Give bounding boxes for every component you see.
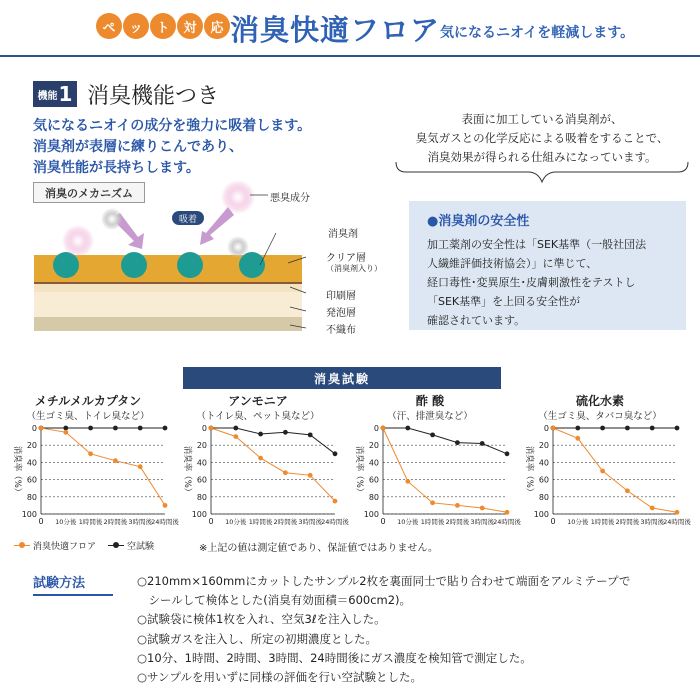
chart-title: メチルメルカプタン <box>34 394 142 408</box>
data-point <box>575 426 580 431</box>
y-tick-label: 20 <box>196 441 207 451</box>
x-tick-label: 24時間後 <box>151 518 179 526</box>
method-text <box>137 572 687 687</box>
data-point <box>88 426 93 431</box>
data-point <box>258 456 263 461</box>
badge-char: 応 <box>204 13 230 39</box>
deodorant-ball <box>177 252 203 278</box>
pet-support-badge <box>96 13 231 39</box>
page-title: 消臭快適フロア <box>230 13 441 47</box>
data-point <box>381 426 386 431</box>
lead-line: 消臭性能が長持ちします。 <box>33 160 200 176</box>
data-point <box>600 426 605 431</box>
legend-label: 消臭快適フロア <box>33 542 97 552</box>
data-point <box>430 432 435 437</box>
data-point <box>63 426 68 431</box>
data-point <box>163 503 168 508</box>
chart-subtitle: （トイレ臭、ペット臭など） <box>196 411 320 422</box>
data-point <box>430 500 435 505</box>
x-tick-label: 3時間後 <box>470 518 495 526</box>
data-point <box>113 426 118 431</box>
y-tick-label: 60 <box>368 475 379 485</box>
data-point <box>233 434 238 439</box>
data-point <box>283 470 288 475</box>
data-point <box>480 441 485 446</box>
header-divider <box>0 55 700 57</box>
label-clear-note: （消臭剤入り） <box>326 264 382 273</box>
data-point <box>455 503 460 508</box>
bottom-brace <box>396 162 688 182</box>
x-tick-label: 2時間後 <box>103 518 128 526</box>
series-line <box>553 428 677 512</box>
lead-line: 気になるニオイの成分を強力に吸着します。 <box>33 118 312 134</box>
y-tick-label: 80 <box>538 492 549 502</box>
y-tick-label: 40 <box>196 458 207 468</box>
data-point <box>63 430 68 435</box>
y-tick-label: 20 <box>26 441 37 451</box>
y-tick-label: 100 <box>21 510 37 519</box>
x-tick-label: 0 <box>550 517 556 526</box>
x-tick-label: 0 <box>380 517 386 526</box>
badge-char: ペ <box>96 13 122 39</box>
data-point <box>308 473 313 478</box>
x-tick-label: 10分後 <box>225 518 247 526</box>
data-point <box>405 479 410 484</box>
data-point <box>625 426 630 431</box>
note-line: 臭気ガスとの化学反応による吸着をすることで、 <box>415 131 669 145</box>
data-point <box>551 426 556 431</box>
y-tick-label: 80 <box>196 492 207 502</box>
data-point <box>308 432 313 437</box>
safety-line: 経口毒性･変異原生･皮膚刺激性をテストし <box>427 276 636 289</box>
chart-ammonia <box>173 392 349 532</box>
x-tick-label: 3時間後 <box>128 518 153 526</box>
data-point <box>138 464 143 469</box>
data-point <box>405 426 410 431</box>
adsorb-text: 吸着 <box>178 215 198 225</box>
x-tick-label: 3時間後 <box>640 518 665 526</box>
y-tick-label: 60 <box>196 475 207 485</box>
feature-badge-prefix: 機能 <box>37 90 58 102</box>
x-tick-label: 2時間後 <box>615 518 640 526</box>
chart-subtitle: （汗、排泄臭など） <box>387 411 473 422</box>
page-subtitle: 気になるニオイを軽減します。 <box>440 25 635 41</box>
print-line <box>34 282 302 284</box>
legend-item-product <box>14 539 96 552</box>
data-point <box>650 506 655 511</box>
y-tick-label: 100 <box>363 510 379 519</box>
nonwoven-layer <box>34 317 302 331</box>
feature-badge-number: 1 <box>58 82 73 106</box>
safety-line: 人繊維評価技術協会）」に準じて、 <box>427 257 598 270</box>
odor-spark <box>101 208 123 230</box>
y-tick-label: 0 <box>373 424 379 433</box>
data-point <box>600 469 605 474</box>
data-point <box>138 426 143 431</box>
note-line: 消臭効果が得られる仕組みになっています。 <box>427 150 657 164</box>
badge-char: 対 <box>177 13 203 39</box>
label-deodorant: 消臭剤 <box>328 229 358 240</box>
x-tick-label: 2時間後 <box>273 518 298 526</box>
test-banner: 消臭試験 <box>183 367 501 389</box>
brace-svg <box>392 98 692 188</box>
x-tick-label: 1時間後 <box>420 518 445 526</box>
header <box>0 0 700 60</box>
feature-title: 消臭機能つき <box>87 84 220 109</box>
y-tick-label: 0 <box>31 424 37 433</box>
data-point <box>455 440 460 445</box>
label-clear: クリア層 <box>326 253 366 264</box>
safety-line: 「SEK基準」を上回る安全性が <box>427 295 581 308</box>
series-line <box>41 428 165 505</box>
x-tick-label: 10分後 <box>567 518 589 526</box>
data-point <box>113 458 118 463</box>
series-line <box>211 428 335 501</box>
badge-char: ト <box>150 13 176 39</box>
x-tick-label: 10分後 <box>55 518 77 526</box>
data-point <box>333 499 338 504</box>
y-axis-label: 消臭率（%） <box>182 445 192 497</box>
y-tick-label: 40 <box>26 458 37 468</box>
data-point <box>480 506 485 511</box>
x-tick-label: 0 <box>38 517 44 526</box>
x-tick-label: 1時間後 <box>248 518 273 526</box>
y-axis-label: 消臭率（%） <box>354 445 364 497</box>
chart-acetic-acid <box>345 392 521 532</box>
method-label: 試験方法 <box>33 572 113 596</box>
adsorb-arrow <box>200 207 234 245</box>
method-line: ○試験袋に検体1枚を入れ、空気3ℓを注入した。 <box>137 612 386 627</box>
y-tick-label: 20 <box>368 441 379 451</box>
data-point <box>675 426 680 431</box>
y-tick-label: 60 <box>26 475 37 485</box>
data-point <box>209 426 214 431</box>
y-tick-label: 60 <box>538 475 549 485</box>
chart-svg <box>173 420 349 532</box>
chart-legend <box>14 539 166 552</box>
x-tick-label: 10分後 <box>397 518 419 526</box>
deodorant-ball <box>121 252 147 278</box>
odor-spark <box>221 180 255 214</box>
method-line: ○10分、1時間、2時間、3時間、24時間後にガス濃度を検知管で測定した。 <box>137 650 532 665</box>
data-point <box>163 426 168 431</box>
series-line <box>383 428 507 454</box>
y-tick-label: 40 <box>538 458 549 468</box>
y-tick-label: 100 <box>191 510 207 519</box>
x-tick-label: 24時間後 <box>493 518 521 526</box>
method-line: ○210mm×160mmにカットしたサンプル2枚を裏面同士で貼り合わせて端面をアルミテープで <box>137 574 631 588</box>
method-line: シールして検体とした(消臭有効面積＝600cm2)。 <box>137 593 412 608</box>
chart-title: 硫化水素 <box>575 394 624 408</box>
chart-methyl-mercaptan <box>3 392 179 532</box>
data-point <box>39 426 44 431</box>
legend-swatch <box>14 545 30 546</box>
chart-hydrogen-sulfide <box>515 392 691 532</box>
data-point <box>283 430 288 435</box>
data-point <box>258 432 263 437</box>
note-line: 表面に加工している消臭剤が、 <box>461 112 623 126</box>
data-point <box>675 510 680 515</box>
x-tick-label: 3時間後 <box>298 518 323 526</box>
data-point <box>505 510 510 515</box>
data-point <box>233 426 238 431</box>
method-line: ○サンプルを用いずに同様の評価を行い空試験とした。 <box>137 670 422 685</box>
safety-title: ●消臭剤の安全性 <box>427 214 530 229</box>
y-tick-label: 0 <box>543 424 549 433</box>
series-line <box>383 428 507 512</box>
y-axis-label: 消臭率（%） <box>524 445 534 497</box>
data-point <box>575 436 580 441</box>
chart-svg <box>3 420 179 532</box>
legend-label: 空試験 <box>127 542 155 552</box>
legend-item-blank <box>108 539 154 552</box>
chart-subtitle: （生ゴミ臭、トイレ臭など） <box>26 411 150 422</box>
data-point <box>650 426 655 431</box>
y-tick-label: 40 <box>368 458 379 468</box>
lead-line: 消臭剤が表層に練りこんであり、 <box>33 139 243 155</box>
feature-lead <box>33 116 363 179</box>
chart-title: 酢 酸 <box>415 394 445 408</box>
chart-subtitle: （生ゴミ臭、タバコ臭など） <box>538 411 662 422</box>
odor-spark <box>227 236 249 258</box>
label-foam: 発泡層 <box>326 308 356 319</box>
chart-svg <box>345 420 521 532</box>
label-odor: 悪臭成分 <box>270 193 310 204</box>
data-point <box>505 451 510 456</box>
mechanism-label: 消臭のメカニズム <box>33 182 145 203</box>
y-tick-label: 20 <box>538 441 549 451</box>
method-line: ○試験ガスを注入し、所定の初期濃度とした。 <box>137 631 378 646</box>
mechanism-note <box>392 98 692 188</box>
safety-line: 加工薬剤の安全性は「SEK基準（一般社団法 <box>427 238 647 251</box>
label-nonwoven: 不織布 <box>326 325 356 336</box>
safety-box <box>409 201 686 330</box>
y-axis-label: 消臭率（%） <box>12 445 22 497</box>
series-line <box>211 428 335 454</box>
y-tick-label: 100 <box>533 510 549 519</box>
x-tick-label: 24時間後 <box>321 518 349 526</box>
disclaimer: ※上記の値は測定値であり、保証値ではありません。 <box>199 543 438 554</box>
y-tick-label: 0 <box>201 424 207 433</box>
feature-badge <box>33 81 77 107</box>
x-tick-label: 2時間後 <box>445 518 470 526</box>
legend-swatch <box>108 545 124 546</box>
y-tick-label: 80 <box>26 492 37 502</box>
chart-svg <box>515 420 691 532</box>
x-tick-label: 0 <box>208 517 214 526</box>
foam-layer <box>34 292 302 317</box>
chart-title: アンモニア <box>228 394 288 408</box>
data-point <box>333 451 338 456</box>
data-point <box>625 488 630 493</box>
safety-body <box>427 235 668 330</box>
x-tick-label: 24時間後 <box>663 518 691 526</box>
x-tick-label: 1時間後 <box>78 518 103 526</box>
y-tick-label: 80 <box>368 492 379 502</box>
data-point <box>88 451 93 456</box>
label-print: 印刷層 <box>326 291 356 302</box>
safety-line: 確認されています。 <box>427 314 526 327</box>
odor-spark <box>62 225 94 257</box>
badge-char: ッ <box>123 13 149 39</box>
x-tick-label: 1時間後 <box>590 518 615 526</box>
